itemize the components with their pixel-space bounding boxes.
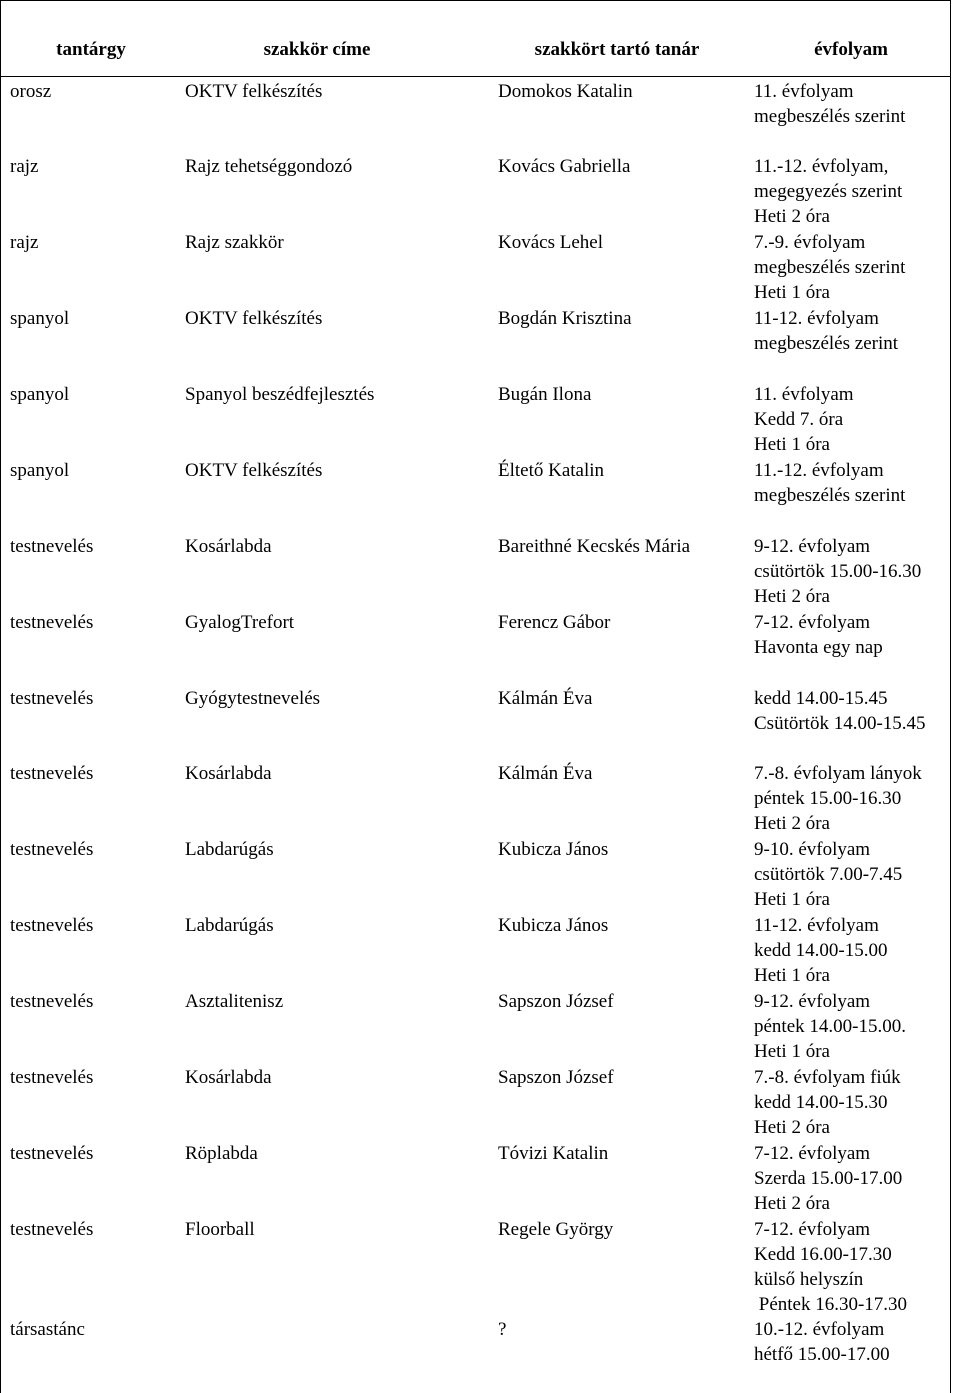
grade-cell bbox=[754, 534, 921, 609]
grade-cell bbox=[754, 458, 905, 508]
subject-cell: testnevelés bbox=[10, 688, 94, 709]
club-title-cell: Labdarúgás bbox=[185, 915, 274, 936]
grade-line: Kedd 16.00-17.30 bbox=[754, 1244, 892, 1265]
grade-line: 11.-12. évfolyam bbox=[754, 460, 884, 481]
club-title-cell: OKTV felkészítés bbox=[185, 81, 323, 102]
grade-line: Heti 2 óra bbox=[754, 206, 830, 227]
teacher-cell: Tóvizi Katalin bbox=[498, 1143, 609, 1164]
grade-line: Péntek 16.30-17.30 bbox=[754, 1294, 908, 1315]
grade-line: 9-12. évfolyam bbox=[754, 991, 871, 1012]
grade-line: Heti 1 óra bbox=[754, 434, 830, 455]
header-divider bbox=[0, 76, 950, 77]
grade-line: Heti 2 óra bbox=[754, 813, 830, 834]
grade-cell bbox=[754, 306, 898, 356]
grade-line: megbeszélés szerint bbox=[754, 485, 906, 506]
grade-line: péntek 14.00-15.00. bbox=[754, 1016, 906, 1037]
club-title-cell: Rajz szakkör bbox=[185, 232, 284, 253]
subject-cell: testnevelés bbox=[10, 612, 94, 633]
subject-cell: testnevelés bbox=[10, 1219, 94, 1240]
grade-line: 7.-8. évfolyam fiúk bbox=[754, 1067, 901, 1088]
teacher-cell: Kálmán Éva bbox=[498, 688, 593, 709]
header-teacher: szakkört tartó tanár bbox=[534, 39, 700, 60]
grade-line: 11. évfolyam bbox=[754, 384, 854, 405]
grade-line: 9-12. évfolyam bbox=[754, 536, 871, 557]
subject-cell: testnevelés bbox=[10, 1143, 94, 1164]
grade-line: külső helyszín bbox=[754, 1269, 864, 1290]
grade-cell bbox=[754, 1065, 901, 1140]
subject-cell: rajz bbox=[10, 232, 39, 253]
table-border-left bbox=[0, 0, 1, 1393]
grade-cell bbox=[754, 1317, 890, 1367]
subject-cell: testnevelés bbox=[10, 915, 94, 936]
grade-line: csütörtök 7.00-7.45 bbox=[754, 864, 903, 885]
grade-cell bbox=[754, 79, 905, 129]
subject-cell: testnevelés bbox=[10, 1067, 94, 1088]
grade-cell bbox=[754, 1141, 902, 1216]
grade-line: Kedd 7. óra bbox=[754, 409, 844, 430]
grade-line: hétfő 15.00-17.00 bbox=[754, 1344, 890, 1365]
club-title-cell: Röplabda bbox=[185, 1143, 258, 1164]
club-title-cell: Gyógytestnevelés bbox=[185, 688, 321, 709]
subject-cell: orosz bbox=[10, 81, 52, 102]
grade-cell bbox=[754, 230, 905, 305]
teacher-cell: Kubicza János bbox=[498, 915, 609, 936]
grade-line: 11-12. évfolyam bbox=[754, 308, 879, 329]
teacher-cell: Regele György bbox=[498, 1219, 614, 1240]
subject-cell: testnevelés bbox=[10, 839, 94, 860]
grade-line: megbeszélés zerint bbox=[754, 333, 899, 354]
club-title-cell: Rajz tehetséggondozó bbox=[185, 156, 353, 177]
grade-line: Csütörtök 14.00-15.45 bbox=[754, 713, 926, 734]
subject-cell: társastánc bbox=[10, 1319, 85, 1340]
teacher-cell: Kálmán Éva bbox=[498, 763, 593, 784]
subject-cell: testnevelés bbox=[10, 536, 94, 557]
club-title-cell: Kosárlabda bbox=[185, 536, 272, 557]
grade-line: Heti 2 óra bbox=[754, 586, 830, 607]
subject-cell: rajz bbox=[10, 156, 39, 177]
club-title-cell: Kosárlabda bbox=[185, 1067, 272, 1088]
teacher-cell: Bareithné Kecskés Mária bbox=[498, 536, 691, 557]
grade-cell bbox=[754, 989, 906, 1064]
club-title-cell: Labdarúgás bbox=[185, 839, 274, 860]
grade-line: 7.-8. évfolyam lányok bbox=[754, 763, 922, 784]
club-title-cell: OKTV felkészítés bbox=[185, 460, 323, 481]
grade-line: Heti 2 óra bbox=[754, 1193, 830, 1214]
grade-line: Heti 1 óra bbox=[754, 282, 830, 303]
grade-cell bbox=[754, 382, 854, 457]
grade-line: 7.-9. évfolyam bbox=[754, 232, 866, 253]
grade-line: megegyezés szerint bbox=[754, 181, 903, 202]
subject-cell: spanyol bbox=[10, 460, 70, 481]
subject-cell: spanyol bbox=[10, 384, 70, 405]
teacher-cell: Éltető Katalin bbox=[498, 460, 605, 481]
header-grade: évfolyam bbox=[814, 39, 888, 60]
teacher-cell: Bogdán Krisztina bbox=[498, 308, 632, 329]
grade-cell bbox=[754, 154, 902, 229]
grade-line: Heti 1 óra bbox=[754, 965, 830, 986]
grade-cell bbox=[754, 686, 926, 736]
teacher-cell: Kovács Lehel bbox=[498, 232, 603, 253]
teacher-cell: Kubicza János bbox=[498, 839, 609, 860]
subject-cell: testnevelés bbox=[10, 991, 94, 1012]
grade-cell bbox=[754, 761, 922, 836]
club-title-cell: OKTV felkészítés bbox=[185, 308, 323, 329]
grade-line: 11. évfolyam bbox=[754, 81, 854, 102]
grade-line: 7-12. évfolyam bbox=[754, 1219, 871, 1240]
grade-line: 9-10. évfolyam bbox=[754, 839, 871, 860]
grade-line: kedd 14.00-15.30 bbox=[754, 1092, 888, 1113]
table-border-right bbox=[950, 0, 951, 1393]
grade-cell bbox=[754, 610, 883, 660]
grade-line: 11.-12. évfolyam, bbox=[754, 156, 889, 177]
table-border-top bbox=[0, 0, 950, 1]
grade-cell bbox=[754, 1217, 907, 1317]
grade-cell bbox=[754, 837, 902, 912]
club-title-cell: Kosárlabda bbox=[185, 763, 272, 784]
grade-line: kedd 14.00-15.45 bbox=[754, 688, 888, 709]
grade-cell bbox=[754, 913, 888, 988]
grade-line: Heti 1 óra bbox=[754, 1041, 830, 1062]
grade-line: Szerda 15.00-17.00 bbox=[754, 1168, 903, 1189]
teacher-cell: Bugán Ilona bbox=[498, 384, 592, 405]
grade-line: péntek 15.00-16.30 bbox=[754, 788, 902, 809]
subject-cell: testnevelés bbox=[10, 763, 94, 784]
grade-line: Heti 2 óra bbox=[754, 1117, 830, 1138]
grade-line: 11-12. évfolyam bbox=[754, 915, 879, 936]
club-title-cell: GyalogTrefort bbox=[185, 612, 295, 633]
club-title-cell: Asztalitenisz bbox=[185, 991, 284, 1012]
teacher-cell: Kovács Gabriella bbox=[498, 156, 631, 177]
club-title-cell: Floorball bbox=[185, 1219, 255, 1240]
grade-line: csütörtök 15.00-16.30 bbox=[754, 561, 922, 582]
grade-line: kedd 14.00-15.00 bbox=[754, 940, 888, 961]
grade-line: 7-12. évfolyam bbox=[754, 1143, 871, 1164]
club-title-cell: Spanyol beszédfejlesztés bbox=[185, 384, 375, 405]
grade-line: Heti 1 óra bbox=[754, 889, 830, 910]
grade-line: 7-12. évfolyam bbox=[754, 612, 871, 633]
header-club-title: szakkör címe bbox=[263, 39, 371, 60]
subject-cell: spanyol bbox=[10, 308, 70, 329]
teacher-cell: ? bbox=[498, 1319, 507, 1340]
teacher-cell: Ferencz Gábor bbox=[498, 612, 611, 633]
grade-line: megbeszélés szerint bbox=[754, 257, 906, 278]
grade-line: megbeszélés szerint bbox=[754, 106, 906, 127]
teacher-cell: Sapszon József bbox=[498, 991, 614, 1012]
teacher-cell: Domokos Katalin bbox=[498, 81, 633, 102]
header-subject: tantárgy bbox=[56, 39, 126, 60]
grade-line: Havonta egy nap bbox=[754, 637, 883, 658]
grade-line: 10.-12. évfolyam bbox=[754, 1319, 885, 1340]
teacher-cell: Sapszon József bbox=[498, 1067, 614, 1088]
